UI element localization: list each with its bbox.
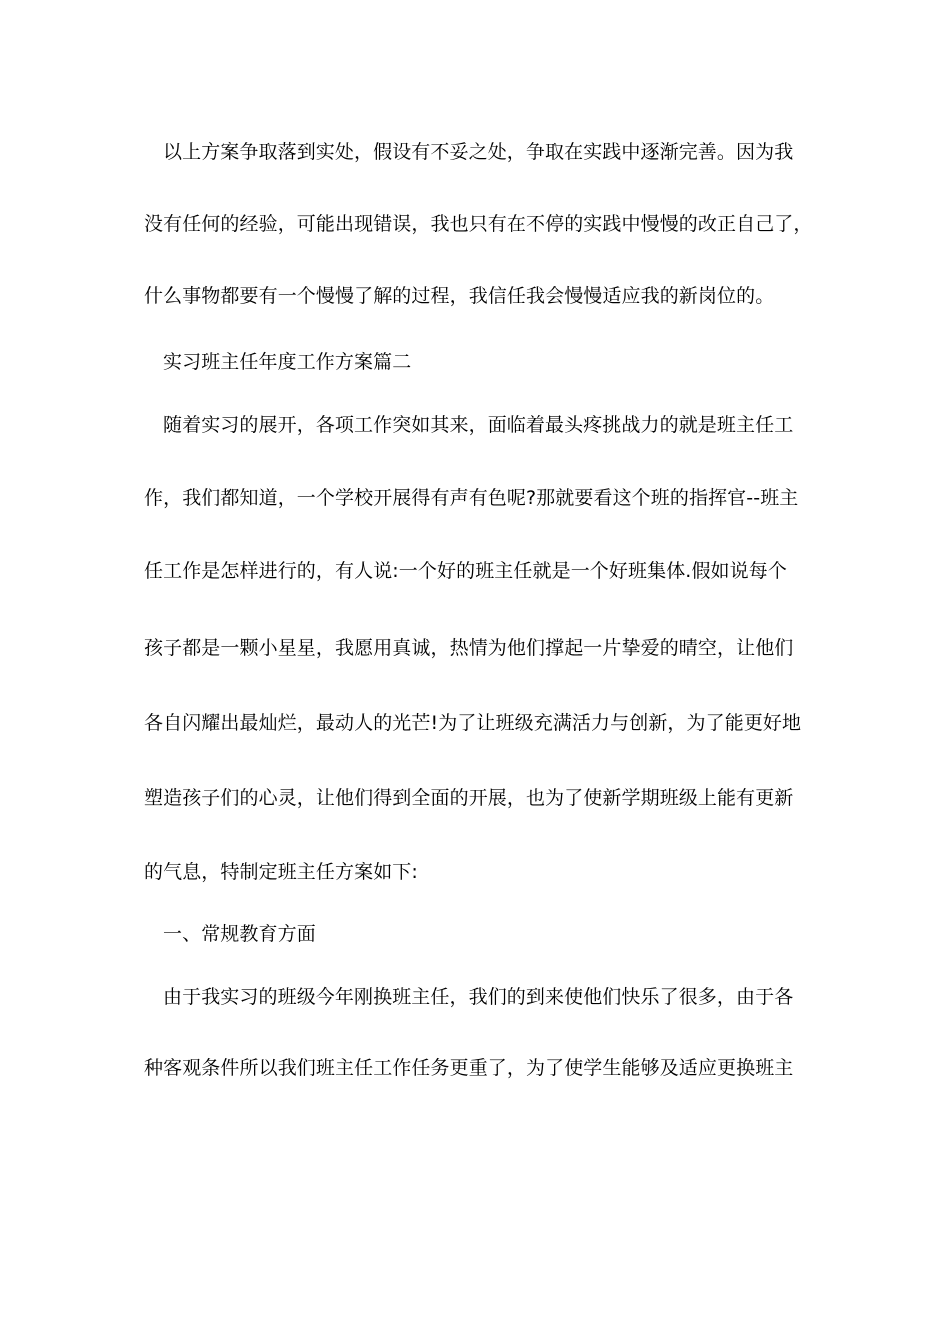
- text-line: 作，我们都知道，一个学校开展得有声有色呢?那就要看这个班的指挥官--班主: [144, 487, 799, 509]
- section-heading: 一、常规教育方面: [163, 923, 316, 945]
- section-heading: 实习班主任年度工作方案篇二: [163, 351, 412, 373]
- text-line: 种客观条件所以我们班主任工作任务更重了，为了使学生能够及适应更换班主: [144, 1057, 794, 1079]
- text-line: 随着实习的展开，各项工作突如其来，面临着最头疼挑战力的就是班主任工: [163, 414, 794, 436]
- text-line: 由于我实习的班级今年刚换班主任，我们的到来使他们快乐了很多，由于各: [163, 986, 794, 1008]
- text-line: 塑造孩子们的心灵，让他们得到全面的开展，也为了使新学期班级上能有更新: [144, 787, 794, 809]
- text-line: 没有任何的经验，可能出现错误，我也只有在不停的实践中慢慢的改正自己了，: [144, 213, 813, 235]
- text-line: 以上方案争取落到实处，假设有不妥之处，争取在实践中逐渐完善。因为我: [163, 141, 794, 163]
- text-line: 的气息，特制定班主任方案如下:: [144, 861, 418, 883]
- text-line: 各自闪耀出最灿烂，最动人的光芒!为了让班级充满活力与创新，为了能更好地: [144, 712, 802, 734]
- text-line: 什么事物都要有一个慢慢了解的过程，我信任我会慢慢适应我的新岗位的。: [144, 285, 775, 307]
- text-line: 孩子都是一颗小星星，我愿用真诚，热情为他们撑起一片挚爱的晴空，让他们: [144, 637, 794, 659]
- text-line: 任工作是怎样进行的，有人说:一个好的班主任就是一个好班集体.假如说每个: [144, 560, 787, 582]
